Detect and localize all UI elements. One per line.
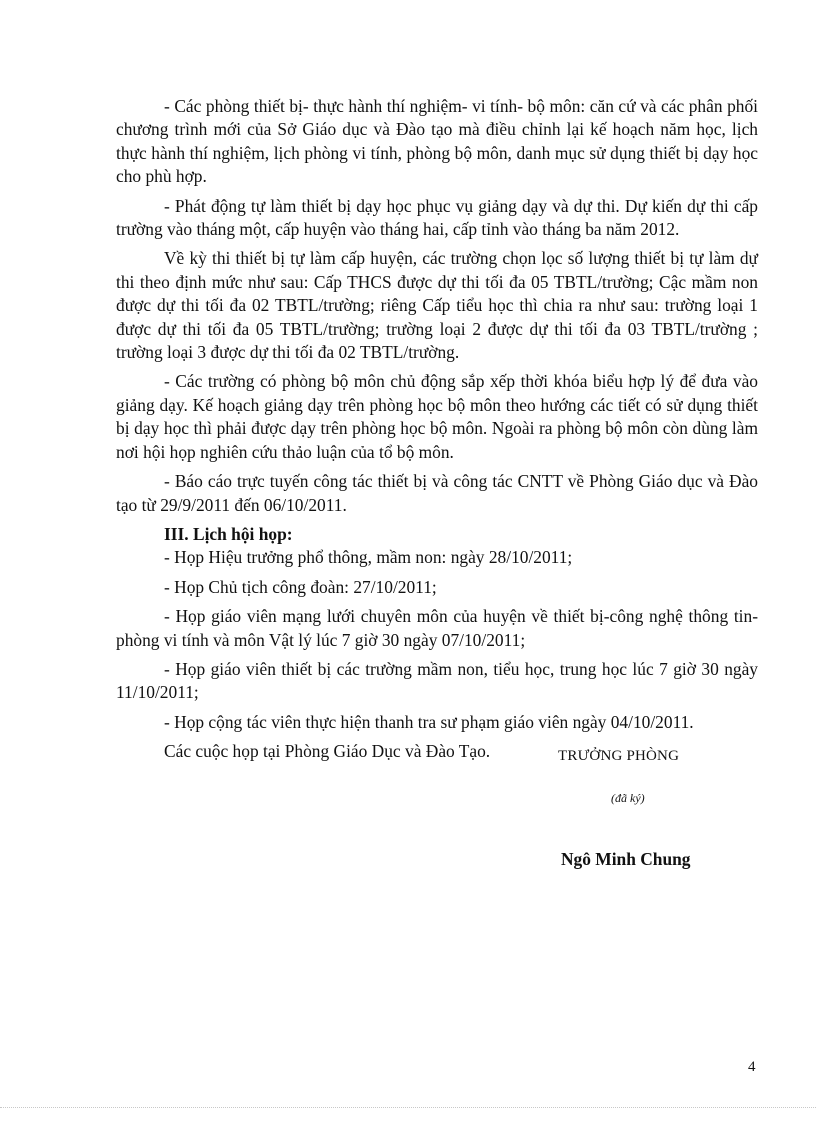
meeting-item: - Họp cộng tác viên thực hiện thanh tra sư phạm giáo viên ngày 04/10/2011.: [164, 711, 694, 732]
paragraph-online-report: - Báo cáo trực tuyến công tác thiết bị và công tác CNTT về Phòng Giáo dục và Đào tạo từ 29/9/2011 đến 06/10/2011.: [116, 471, 758, 515]
signatory-name: Ngô Minh Chung: [561, 849, 691, 869]
signatory-title: TRƯỞNG PHÒNG: [558, 748, 680, 764]
paragraph-equipment-rooms: - Các phòng thiết bị- thực hành thí nghiệm- vi tính- bộ môn: căn cứ và các phân phối chương trình mới của Sở Giáo dục và Đào tạo mà điều chỉnh lại kế hoạch năm học, lịch thực hành thí nghiệm, lịch phòng vi tính, phòng bộ môn, danh mục sử dụng thiết bị dạy học cho phù hợp.: [116, 96, 758, 187]
paragraph-subject-rooms: - Các trường có phòng bộ môn chủ động sắp xếp thời khóa biểu hợp lý để đưa vào giảng dạy. Kế hoạch giảng dạy trên phòng học bộ môn theo hướng các tiết có sử dụng thiết bị dạy học thì phải được dạy trên phòng học bộ môn. Ngoài ra phòng bộ môn còn dùng làm nơi hội họp nghiên cứu thảo luận của tổ bộ môn.: [116, 371, 758, 462]
signed-note: (đã ký): [611, 791, 645, 805]
meeting-item: - Họp giáo viên mạng lưới chuyên môn của huyện về thiết bị-công nghệ thông tin- phòng vi tính và môn Vật lý lúc 7 giờ 30 ngày 07/10/2011;: [116, 606, 758, 650]
meeting-item: - Họp Chủ tịch công đoàn: 27/10/2011;: [164, 576, 437, 597]
section-heading-meetings: III. Lịch hội họp:: [164, 523, 293, 544]
closing-line: Các cuộc họp tại Phòng Giáo Dục và Đào Tạo.: [164, 741, 491, 762]
paragraph-self-made-equipment: - Phát động tự làm thiết bị dạy học phục vụ giảng dạy và dự thi. Dự kiến dự thi cấp trường vào tháng một, cấp huyện vào tháng hai, cấp tỉnh vào tháng ba năm 2012.: [116, 195, 758, 240]
paragraph-district-contest: Về kỳ thi thiết bị tự làm cấp huyện, các trường chọn lọc số lượng thiết bị tự làm dự thi theo định mức như sau: Cấp THCS được dự thi tối đa 05 TBTL/trường; Cậc mầm non được dự thi tối đa 02 TBTL/trường; riêng Cấp tiểu học thì chia ra như sau: trường loại 1 được dự thi tối đa 05 TBTL/trường; trường loại 2 được dự thi tối đa 03 TBTL/trường ; trường loại 3 được dự thi tối đa 02 TBTL/trường.: [116, 248, 758, 363]
meeting-item: - Họp giáo viên thiết bị các trường mầm non, tiểu học, trung học lúc 7 giờ 30 ngày 11/10/2011;: [116, 658, 758, 703]
meeting-item: - Họp Hiệu trưởng phổ thông, mầm non: ngày 28/10/2011;: [164, 547, 573, 568]
page-number: 4: [748, 1059, 756, 1075]
page-bottom-divider: [0, 1107, 816, 1108]
